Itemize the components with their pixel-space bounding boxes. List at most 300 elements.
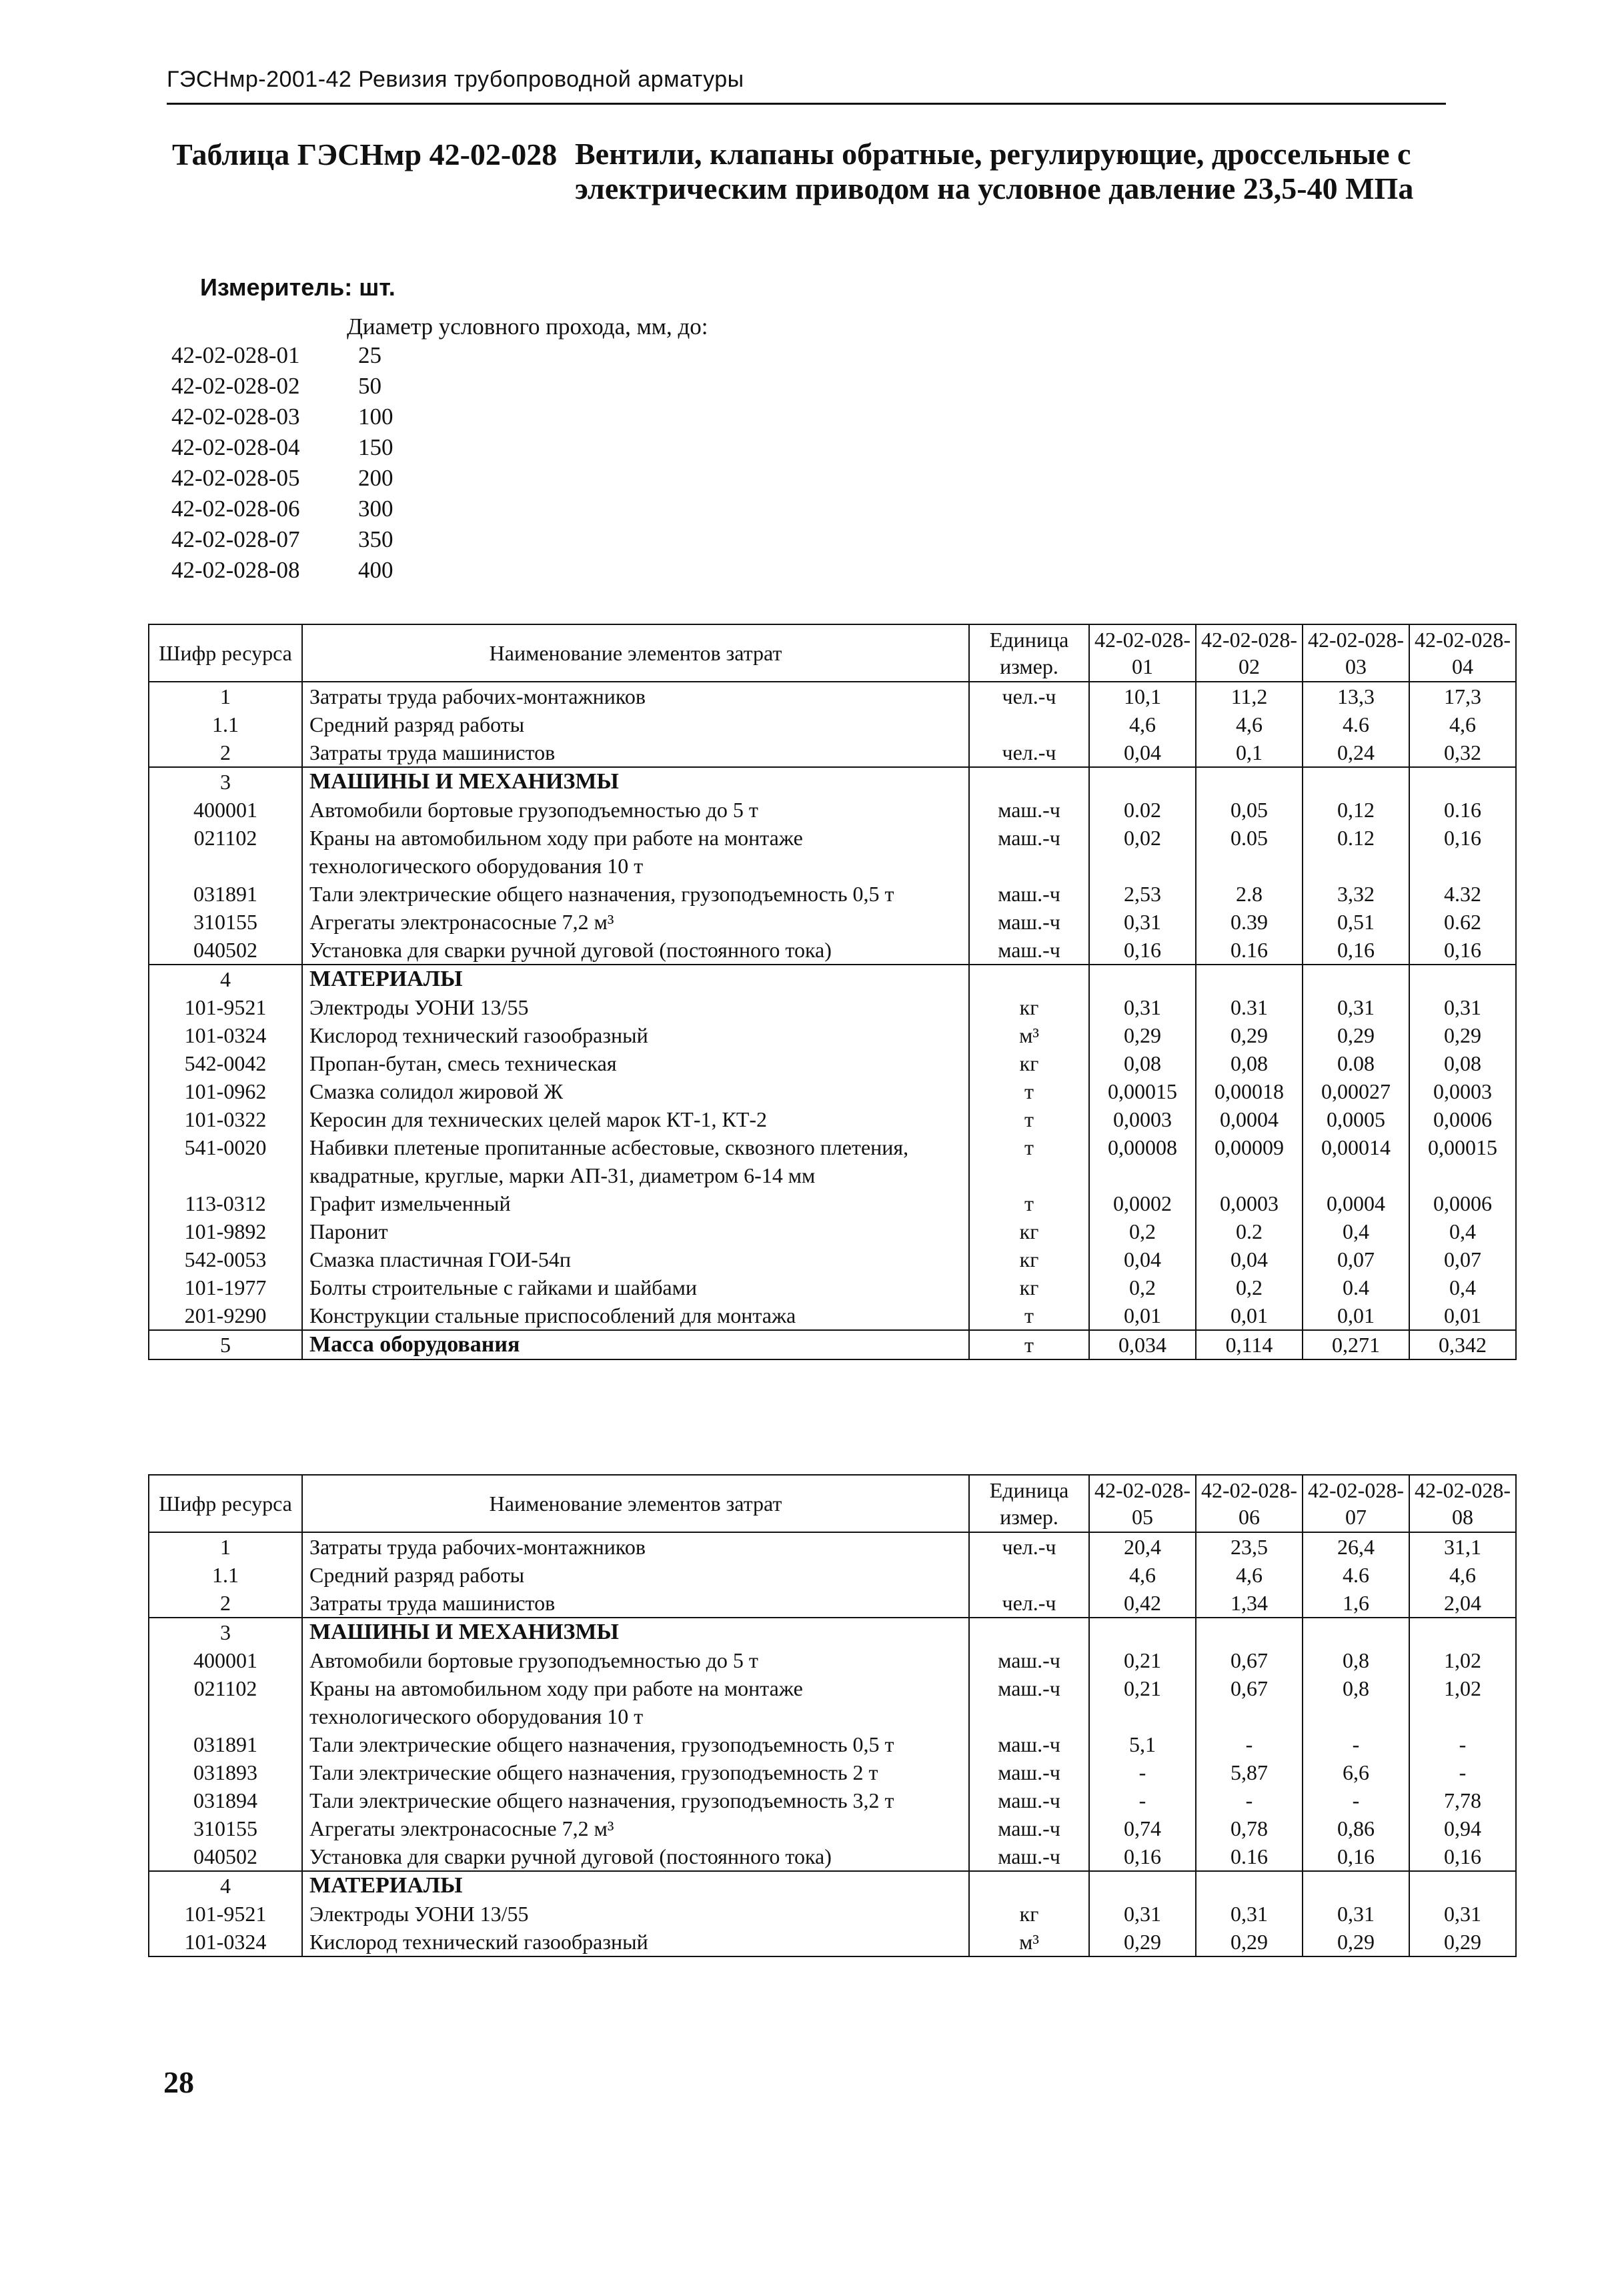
value-cell: 0,05 xyxy=(1196,796,1303,824)
element-name: Графит измельченный xyxy=(302,1189,969,1217)
element-name: Краны на автомобильном ходу при работе на монтаже технологического оборудования 10 т xyxy=(302,1674,969,1730)
table-row xyxy=(149,1245,1516,1273)
header-resource-code: Шифр ресурса xyxy=(149,624,302,682)
header-column: 42-02-028-04 xyxy=(1409,624,1516,682)
table-row xyxy=(149,1189,1516,1217)
header-element-name: Наименование элементов затрат xyxy=(302,624,969,682)
diameter-code: 42-02-028-03 xyxy=(171,404,300,430)
element-name: Автомобили бортовые грузоподъемностью до 5 т xyxy=(302,1646,969,1674)
unit-cell: маш.-ч xyxy=(969,1786,1089,1814)
element-name: Средний разряд работы xyxy=(302,1561,969,1589)
value-cell: 0,04 xyxy=(1089,738,1196,767)
element-name: Затраты труда машинистов xyxy=(302,738,969,767)
resource-code: 2 xyxy=(149,1589,302,1618)
table-title-text: Вентили, клапаны обратные, регулирующие, дроссельные с электрическим приводом на условное давление 23,5-40 МПа xyxy=(575,137,1414,205)
diameter-value: 200 xyxy=(358,465,393,491)
table-row xyxy=(149,936,1516,965)
value-cell xyxy=(1196,767,1303,796)
resource-code: 542-0053 xyxy=(149,1245,302,1273)
value-cell: 0,07 xyxy=(1409,1245,1516,1273)
unit-cell: маш.-ч xyxy=(969,1758,1089,1786)
value-cell: 0.4 xyxy=(1303,1273,1409,1301)
diameter-value: 100 xyxy=(358,404,393,430)
diameter-value: 300 xyxy=(358,496,393,522)
value-cell: 4,6 xyxy=(1089,1561,1196,1589)
resource-code: 031891 xyxy=(149,1730,302,1758)
value-cell: 13,3 xyxy=(1303,682,1409,710)
resource-code: 101-9892 xyxy=(149,1217,302,1245)
resource-code: 4 xyxy=(149,965,302,993)
header-unit: Единица измер. xyxy=(969,1475,1089,1532)
value-cell: 3,32 xyxy=(1303,880,1409,908)
value-cell: 0,31 xyxy=(1196,1900,1303,1928)
value-cell: 0,04 xyxy=(1196,1245,1303,1273)
table-row xyxy=(149,1589,1516,1618)
resource-code: 3 xyxy=(149,1618,302,1646)
value-cell: - xyxy=(1303,1730,1409,1758)
value-cell: 0,24 xyxy=(1303,738,1409,767)
value-cell: - xyxy=(1409,1758,1516,1786)
value-cell: 26,4 xyxy=(1303,1532,1409,1561)
diameter-value: 400 xyxy=(358,557,393,583)
value-cell: 2.8 xyxy=(1196,880,1303,908)
unit-cell: кг xyxy=(969,1900,1089,1928)
table-row xyxy=(149,1646,1516,1674)
element-name: Болты строительные с гайками и шайбами xyxy=(302,1273,969,1301)
value-cell xyxy=(1409,965,1516,993)
value-cell: 0,2 xyxy=(1196,1273,1303,1301)
value-cell xyxy=(1089,1618,1196,1646)
unit-cell: маш.-ч xyxy=(969,936,1089,965)
value-cell: 10,1 xyxy=(1089,682,1196,710)
value-cell: 0,29 xyxy=(1303,1021,1409,1049)
value-cell: 0,12 xyxy=(1303,796,1409,824)
diameter-list xyxy=(171,340,393,586)
value-cell: 0,32 xyxy=(1409,738,1516,767)
table-row xyxy=(149,1730,1516,1758)
table-row xyxy=(149,1105,1516,1133)
resource-code: 1.1 xyxy=(149,710,302,738)
element-name: МАТЕРИАЛЫ xyxy=(302,1871,969,1900)
value-cell: 0.62 xyxy=(1409,908,1516,936)
value-cell: 0,16 xyxy=(1409,936,1516,965)
value-cell: 0,08 xyxy=(1409,1049,1516,1077)
value-cell: 0.2 xyxy=(1196,1217,1303,1245)
resource-code: 031891 xyxy=(149,880,302,908)
value-cell: 0,4 xyxy=(1409,1217,1516,1245)
value-cell xyxy=(1089,767,1196,796)
value-cell: 0,342 xyxy=(1409,1330,1516,1359)
value-cell: 0,29 xyxy=(1409,1021,1516,1049)
value-cell: 0,67 xyxy=(1196,1646,1303,1674)
header-column: 42-02-028-01 xyxy=(1089,624,1196,682)
element-name: МАТЕРИАЛЫ xyxy=(302,965,969,993)
value-cell: 0,0005 xyxy=(1303,1105,1409,1133)
element-name: Краны на автомобильном ходу при работе на монтаже технологического оборудования 10 т xyxy=(302,824,969,880)
unit-cell: маш.-ч xyxy=(969,1842,1089,1871)
value-cell: 0,29 xyxy=(1409,1928,1516,1956)
value-cell: 11,2 xyxy=(1196,682,1303,710)
element-name: Установка для сварки ручной дуговой (постоянного тока) xyxy=(302,1842,969,1871)
running-head: ГЭСНмр-2001-42 Ревизия трубопроводной арматуры xyxy=(167,67,744,92)
resource-code: 3 xyxy=(149,767,302,796)
value-cell: 0,4 xyxy=(1409,1273,1516,1301)
value-cell: 0,94 xyxy=(1409,1814,1516,1842)
table-row xyxy=(149,1928,1516,1956)
diameter-row xyxy=(171,494,393,524)
value-cell: - xyxy=(1089,1786,1196,1814)
diameter-row xyxy=(171,524,393,555)
element-name: Установка для сварки ручной дуговой (постоянного тока) xyxy=(302,936,969,965)
unit-cell: маш.-ч xyxy=(969,1814,1089,1842)
value-cell: 5,87 xyxy=(1196,1758,1303,1786)
value-cell: 0,00015 xyxy=(1089,1077,1196,1105)
value-cell: 0,16 xyxy=(1089,936,1196,965)
value-cell: 0.02 xyxy=(1089,796,1196,824)
value-cell: 4.32 xyxy=(1409,880,1516,908)
resource-code: 101-1977 xyxy=(149,1273,302,1301)
value-cell: 0,0006 xyxy=(1409,1189,1516,1217)
unit-cell: т xyxy=(969,1330,1089,1359)
unit-cell: маш.-ч xyxy=(969,1646,1089,1674)
value-cell: 0,01 xyxy=(1089,1301,1196,1330)
value-cell: 0,2 xyxy=(1089,1273,1196,1301)
unit-cell: чел.-ч xyxy=(969,1589,1089,1618)
element-name: Масса оборудования xyxy=(302,1330,969,1359)
value-cell: 0,86 xyxy=(1303,1814,1409,1842)
diameter-code: 42-02-028-08 xyxy=(171,557,300,583)
value-cell: 0.31 xyxy=(1196,993,1303,1021)
element-name: Агрегаты электронасосные 7,2 м³ xyxy=(302,908,969,936)
unit-cell: маш.-ч xyxy=(969,1674,1089,1730)
value-cell: 0.16 xyxy=(1196,1842,1303,1871)
value-cell: - xyxy=(1303,1786,1409,1814)
element-name: Средний разряд работы xyxy=(302,710,969,738)
unit-cell xyxy=(969,1561,1089,1589)
value-cell xyxy=(1409,1618,1516,1646)
value-cell xyxy=(1303,965,1409,993)
unit-cell: кг xyxy=(969,993,1089,1021)
table-row xyxy=(149,1330,1516,1359)
resource-code: 310155 xyxy=(149,1814,302,1842)
value-cell: 0,21 xyxy=(1089,1674,1196,1730)
value-cell xyxy=(1196,965,1303,993)
value-cell: 0,31 xyxy=(1089,1900,1196,1928)
header-column: 42-02-028-08 xyxy=(1409,1475,1516,1532)
value-cell: 0,00014 xyxy=(1303,1133,1409,1189)
unit-cell: кг xyxy=(969,1245,1089,1273)
value-cell: - xyxy=(1409,1730,1516,1758)
value-cell: 0,67 xyxy=(1196,1674,1303,1730)
resource-code: 101-0962 xyxy=(149,1077,302,1105)
value-cell: 4,6 xyxy=(1409,710,1516,738)
element-name: Электроды УОНИ 13/55 xyxy=(302,993,969,1021)
header-column: 42-02-028-03 xyxy=(1303,624,1409,682)
table-row xyxy=(149,1674,1516,1730)
unit-cell: маш.-ч xyxy=(969,824,1089,880)
element-name: МАШИНЫ И МЕХАНИЗМЫ xyxy=(302,767,969,796)
diameter-value: 350 xyxy=(358,526,393,552)
value-cell: 0,08 xyxy=(1196,1049,1303,1077)
header-column: 42-02-028-07 xyxy=(1303,1475,1409,1532)
element-name: Набивки плетеные пропитанные асбестовые, сквозного плетения, квадратные, круглые, марки АП-31, диаметром 6-14 мм xyxy=(302,1133,969,1189)
element-name: МАШИНЫ И МЕХАНИЗМЫ xyxy=(302,1618,969,1646)
resource-code: 031893 xyxy=(149,1758,302,1786)
value-cell: 4.6 xyxy=(1303,710,1409,738)
resource-code: 031894 xyxy=(149,1786,302,1814)
diameter-code: 42-02-028-05 xyxy=(171,465,300,491)
table-row xyxy=(149,1273,1516,1301)
header-unit: Единица измер. xyxy=(969,624,1089,682)
value-cell: 1,6 xyxy=(1303,1589,1409,1618)
element-name: Затраты труда машинистов xyxy=(302,1589,969,1618)
diameter-row xyxy=(171,432,393,463)
resource-table-1 xyxy=(148,624,1517,1360)
unit-cell: маш.-ч xyxy=(969,1730,1089,1758)
unit-cell xyxy=(969,767,1089,796)
value-cell: 0,4 xyxy=(1303,1217,1409,1245)
element-name: Паронит xyxy=(302,1217,969,1245)
value-cell: 0,29 xyxy=(1303,1928,1409,1956)
table-row xyxy=(149,993,1516,1021)
value-cell xyxy=(1409,767,1516,796)
value-cell: 0.16 xyxy=(1409,796,1516,824)
value-cell: 0,0004 xyxy=(1303,1189,1409,1217)
resource-code: 101-0322 xyxy=(149,1105,302,1133)
diameter-code: 42-02-028-04 xyxy=(171,434,300,460)
header-element-name: Наименование элементов затрат xyxy=(302,1475,969,1532)
diameter-value: 150 xyxy=(358,434,393,460)
diameter-code: 42-02-028-01 xyxy=(171,342,300,368)
value-cell: 1,02 xyxy=(1409,1646,1516,1674)
header-column: 42-02-028-06 xyxy=(1196,1475,1303,1532)
resource-code: 101-0324 xyxy=(149,1928,302,1956)
value-cell: 0,74 xyxy=(1089,1814,1196,1842)
table-row xyxy=(149,682,1516,710)
resource-code: 400001 xyxy=(149,796,302,824)
element-name: Смазка пластичная ГОИ-54п xyxy=(302,1245,969,1273)
value-cell: 0,8 xyxy=(1303,1674,1409,1730)
value-cell: 17,3 xyxy=(1409,682,1516,710)
element-name: Кислород технический газообразный xyxy=(302,1021,969,1049)
value-cell: 0,31 xyxy=(1303,993,1409,1021)
table-row xyxy=(149,1021,1516,1049)
unit-cell: маш.-ч xyxy=(969,880,1089,908)
unit-cell: т xyxy=(969,1301,1089,1330)
value-cell: 0.39 xyxy=(1196,908,1303,936)
measure-unit: Измеритель: шт. xyxy=(200,273,395,301)
resource-code: 201-9290 xyxy=(149,1301,302,1330)
value-cell: 1,02 xyxy=(1409,1674,1516,1730)
diameter-code: 42-02-028-06 xyxy=(171,496,300,522)
element-name: Тали электрические общего назначения, грузоподъемность 0,5 т xyxy=(302,880,969,908)
table-row xyxy=(149,796,1516,824)
unit-cell xyxy=(969,1618,1089,1646)
table-row xyxy=(149,1077,1516,1105)
unit-cell: чел.-ч xyxy=(969,1532,1089,1561)
resource-code: 021102 xyxy=(149,824,302,880)
table-row xyxy=(149,1049,1516,1077)
value-cell: 0,29 xyxy=(1089,1928,1196,1956)
element-name: Агрегаты электронасосные 7,2 м³ xyxy=(302,1814,969,1842)
diameter-code: 42-02-028-02 xyxy=(171,373,300,399)
unit-cell: кг xyxy=(969,1049,1089,1077)
resource-code: 040502 xyxy=(149,936,302,965)
resource-code: 101-9521 xyxy=(149,1900,302,1928)
unit-cell xyxy=(969,965,1089,993)
header-rule xyxy=(167,103,1446,105)
table-row xyxy=(149,1900,1516,1928)
value-cell: 0.16 xyxy=(1196,936,1303,965)
table-row xyxy=(149,710,1516,738)
resource-code: 310155 xyxy=(149,908,302,936)
element-name: Смазка солидол жировой Ж xyxy=(302,1077,969,1105)
table-row xyxy=(149,1618,1516,1646)
value-cell: 0,07 xyxy=(1303,1245,1409,1273)
unit-cell: маш.-ч xyxy=(969,796,1089,824)
value-cell: 0,16 xyxy=(1089,1842,1196,1871)
value-cell: 0,271 xyxy=(1303,1330,1409,1359)
unit-cell: м³ xyxy=(969,1928,1089,1956)
page-number: 28 xyxy=(163,2065,194,2099)
value-cell: 7,78 xyxy=(1409,1786,1516,1814)
diameter-caption: Диаметр условного прохода, мм, до: xyxy=(347,314,708,340)
unit-cell: чел.-ч xyxy=(969,682,1089,710)
value-cell: 0,29 xyxy=(1196,1021,1303,1049)
element-name: Автомобили бортовые грузоподъемностью до 5 т xyxy=(302,796,969,824)
element-name: Тали электрические общего назначения, грузоподъемность 2 т xyxy=(302,1758,969,1786)
value-cell: 0,114 xyxy=(1196,1330,1303,1359)
value-cell: 0,08 xyxy=(1089,1049,1196,1077)
header-column: 42-02-028-02 xyxy=(1196,624,1303,682)
value-cell: 4,6 xyxy=(1089,710,1196,738)
value-cell: 23,5 xyxy=(1196,1532,1303,1561)
table-title-label: Таблица ГЭСНмр 42-02-028 xyxy=(172,137,558,171)
value-cell: 0,034 xyxy=(1089,1330,1196,1359)
element-name: Пропан-бутан, смесь техническая xyxy=(302,1049,969,1077)
header-column: 42-02-028-05 xyxy=(1089,1475,1196,1532)
value-cell: 6,6 xyxy=(1303,1758,1409,1786)
value-cell: 0.12 xyxy=(1303,824,1409,880)
unit-cell: т xyxy=(969,1077,1089,1105)
value-cell: 31,1 xyxy=(1409,1532,1516,1561)
value-cell: - xyxy=(1196,1786,1303,1814)
value-cell: 0,16 xyxy=(1303,1842,1409,1871)
value-cell: 0,51 xyxy=(1303,908,1409,936)
value-cell: 0,0004 xyxy=(1196,1105,1303,1133)
value-cell: 0,31 xyxy=(1409,993,1516,1021)
value-cell: 0,02 xyxy=(1089,824,1196,880)
diameter-value: 25 xyxy=(358,342,381,368)
resource-code: 1.1 xyxy=(149,1561,302,1589)
value-cell: 4,6 xyxy=(1409,1561,1516,1589)
table-row xyxy=(149,1842,1516,1871)
table-row xyxy=(149,1532,1516,1561)
resource-code: 2 xyxy=(149,738,302,767)
value-cell: 0,78 xyxy=(1196,1814,1303,1842)
value-cell xyxy=(1409,1871,1516,1900)
value-cell: 0,0003 xyxy=(1409,1077,1516,1105)
unit-cell: кг xyxy=(969,1217,1089,1245)
value-cell: 0,31 xyxy=(1089,993,1196,1021)
table-row xyxy=(149,880,1516,908)
value-cell: 4,6 xyxy=(1196,710,1303,738)
element-name: Тали электрические общего назначения, грузоподъемность 0,5 т xyxy=(302,1730,969,1758)
value-cell: 0,0003 xyxy=(1089,1105,1196,1133)
value-cell: 0,16 xyxy=(1409,1842,1516,1871)
table-row xyxy=(149,767,1516,796)
table-row xyxy=(149,908,1516,936)
unit-cell: т xyxy=(969,1133,1089,1189)
value-cell: 0,0002 xyxy=(1089,1189,1196,1217)
value-cell xyxy=(1303,767,1409,796)
diameter-row xyxy=(171,555,393,586)
value-cell: 0,16 xyxy=(1409,824,1516,880)
value-cell: 0,00015 xyxy=(1409,1133,1516,1189)
resource-code: 101-9521 xyxy=(149,993,302,1021)
table-row xyxy=(149,965,1516,993)
table-row xyxy=(149,1217,1516,1245)
diameter-row xyxy=(171,340,393,371)
value-cell: 0,01 xyxy=(1409,1301,1516,1330)
value-cell: - xyxy=(1196,1730,1303,1758)
value-cell: - xyxy=(1089,1758,1196,1786)
resource-code: 113-0312 xyxy=(149,1189,302,1217)
value-cell: 0,31 xyxy=(1089,908,1196,936)
resource-code: 021102 xyxy=(149,1674,302,1730)
resource-code: 541-0020 xyxy=(149,1133,302,1189)
table-row xyxy=(149,1561,1516,1589)
value-cell: 0,00018 xyxy=(1196,1077,1303,1105)
value-cell: 1,34 xyxy=(1196,1589,1303,1618)
value-cell: 0,8 xyxy=(1303,1646,1409,1674)
table-row xyxy=(149,1301,1516,1330)
value-cell: 2,53 xyxy=(1089,880,1196,908)
diameter-row xyxy=(171,371,393,402)
value-cell: 2,04 xyxy=(1409,1589,1516,1618)
table-row xyxy=(149,1814,1516,1842)
value-cell: 0,00027 xyxy=(1303,1077,1409,1105)
value-cell: 0,1 xyxy=(1196,738,1303,767)
value-cell: 0,29 xyxy=(1089,1021,1196,1049)
table-row xyxy=(149,1871,1516,1900)
table-row xyxy=(149,1133,1516,1189)
value-cell xyxy=(1089,1871,1196,1900)
value-cell: 0.05 xyxy=(1196,824,1303,880)
value-cell: 20,4 xyxy=(1089,1532,1196,1561)
value-cell: 0,0006 xyxy=(1409,1105,1516,1133)
value-cell: 0,29 xyxy=(1196,1928,1303,1956)
resource-table-2 xyxy=(148,1474,1517,1957)
resource-code: 5 xyxy=(149,1330,302,1359)
resource-code: 1 xyxy=(149,682,302,710)
unit-cell: м³ xyxy=(969,1021,1089,1049)
resource-code: 040502 xyxy=(149,1842,302,1871)
element-name: Затраты труда рабочих-монтажников xyxy=(302,682,969,710)
value-cell: 0,42 xyxy=(1089,1589,1196,1618)
unit-cell: т xyxy=(969,1189,1089,1217)
value-cell: 0,2 xyxy=(1089,1217,1196,1245)
resource-code: 542-0042 xyxy=(149,1049,302,1077)
resource-code: 400001 xyxy=(149,1646,302,1674)
resource-code: 4 xyxy=(149,1871,302,1900)
value-cell: 0,31 xyxy=(1409,1900,1516,1928)
value-cell: 0,21 xyxy=(1089,1646,1196,1674)
value-cell: 0,01 xyxy=(1196,1301,1303,1330)
value-cell: 0,16 xyxy=(1303,936,1409,965)
table-row xyxy=(149,1786,1516,1814)
value-cell: 0.08 xyxy=(1303,1049,1409,1077)
